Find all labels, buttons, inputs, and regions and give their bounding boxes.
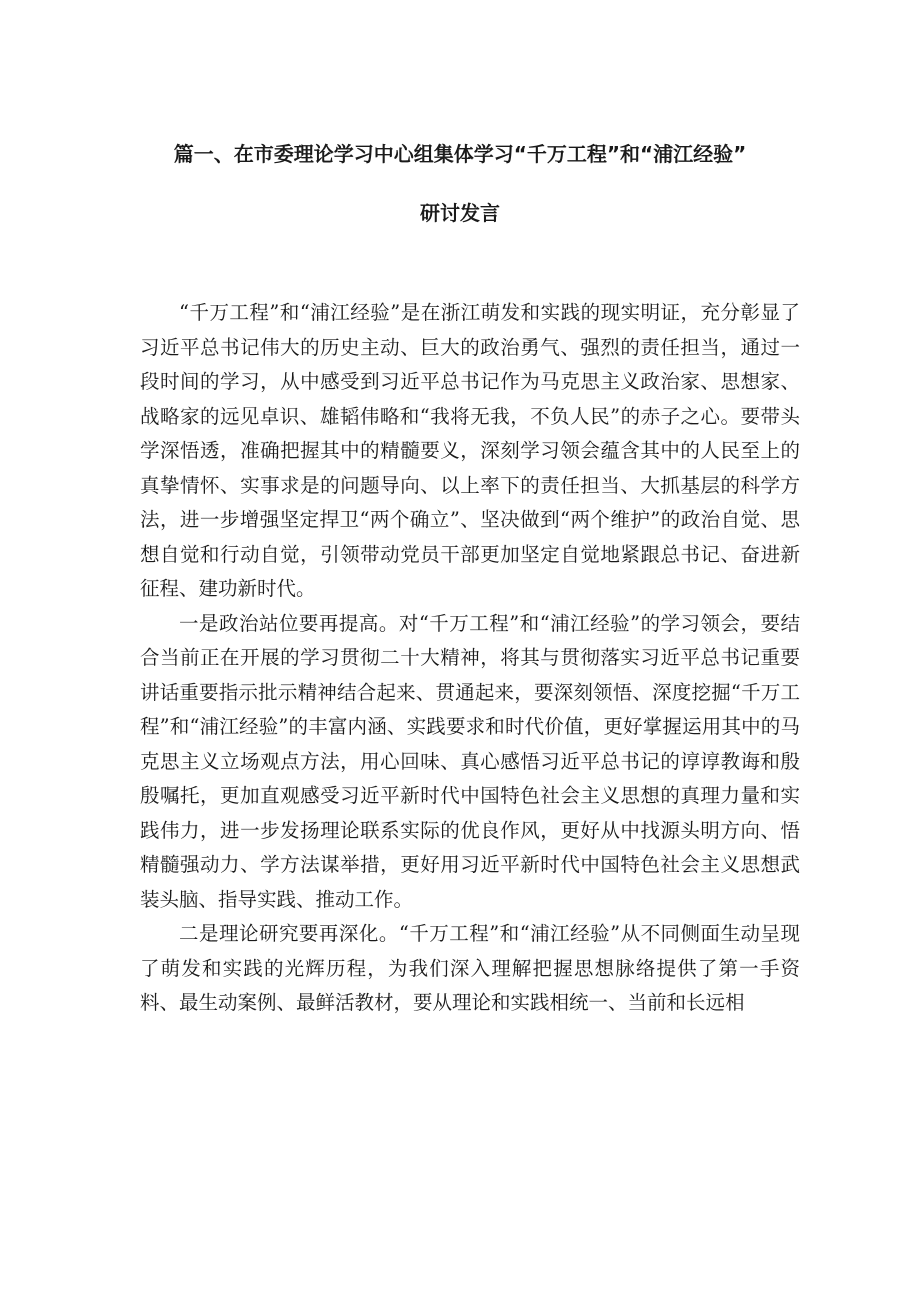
document-title-line-1: 篇一、在市委理论学习中心组集体学习“千万工程”和“浦江经验”	[173, 142, 747, 166]
document-title-line-2: 研讨发言	[420, 201, 500, 225]
paragraph-intro: “千万工程”和“浦江经验”是在浙江萌发和实践的现实明证，充分彰显了习近平总书记伟大的历史主动、巨大的政治勇气、强烈的责任担当，通过一段时间的学习，从中感受到习近平总书记作为马克思主义政治家、思想家、战略家的远见卓识、雄韬伟略和“我将无我，不负人民”的赤子之心。要带头学深悟透，准确把握其中的精髓要义，深刻学习领会蕴含其中的人民至上的真挚情怀、实事求是的问题导向、以上率下的责任担当、大抓基层的科学方法，进一步增强坚定捍卫“两个确立”、坚决做到“两个维护”的政治自觉、思想自觉和行动自觉，引领带动党员干部更加坚定自觉地紧跟总书记、奋进新征程、建功新时代。	[140, 301, 800, 600]
paragraph-point-one: 一是政治站位要再提高。对“千万工程”和“浦江经验”的学习领会，要结合当前正在开展的学习贯彻二十大精神，将其与贯彻落实习近平总书记重要讲话重要指示批示精神结合起来、贯通起来，要深刻领悟、深度挖掘“千万工程”和“浦江经验”的丰富内涵、实践要求和时代价值，更好掌握运用其中的马克思主义立场观点方法，用心回味、真心感悟习近平总书记的谆谆教诲和殷殷嘱托，更加直观感受习近平新时代中国特色社会主义思想的真理力量和实践伟力，进一步发扬理论联系实际的优良作风，更好从中找源头明方向、悟精髓强动力、学方法谋举措，更好用习近平新时代中国特色社会主义思想武装头脑、指导实践、推动工作。	[140, 611, 800, 911]
paragraph-point-two: 二是理论研究要再深化。“千万工程”和“浦江经验”从不同侧面生动呈现了萌发和实践的光辉历程，为我们深入理解把握思想脉络提供了第一手资料、最生动案例、最鲜活教材，要从理论和实践相统一、当前和长远相	[140, 922, 800, 1014]
document-body	[140, 296, 800, 1021]
